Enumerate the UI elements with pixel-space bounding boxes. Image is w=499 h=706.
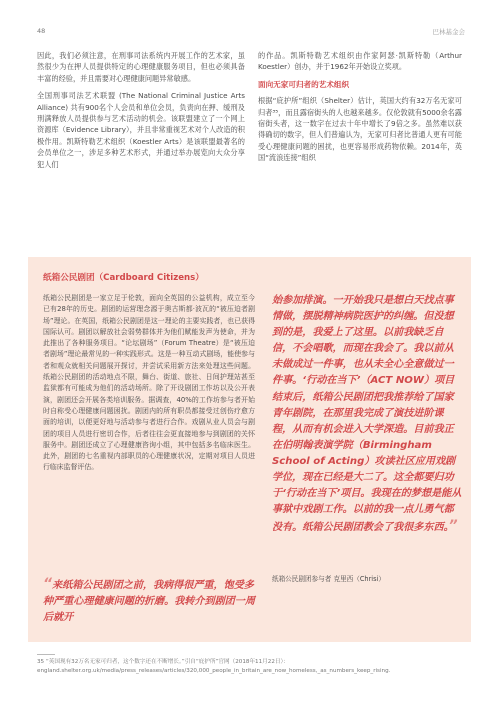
- left-paragraph-2: 全国刑事司法艺术联盟 (The National Criminal Justice Arts Alliance) 共有900名个人会员和单位会员，负责向在押、缓刑及刑满释放人员提供参与艺术活动的机会。该联盟建立了一个网上资源库（Evidence Library），并且非常重视艺术对个人改造的积极作用。凯斯特勒艺术组织（Koestler Arts）是该联盟最著名的会员单位之一，涉足多种艺术形式，并通过举办展览向大众分享犯人们: [37, 91, 245, 169]
- publisher-name: 巴林基金会: [432, 28, 465, 36]
- box-title: 纸箱公民剧团（Cardboard Citizens）: [43, 273, 204, 283]
- close-quote-icon: ”: [448, 518, 458, 535]
- pull-quote-start: [43, 576, 255, 626]
- right-column: [258, 50, 462, 170]
- left-column: [37, 50, 245, 176]
- open-quote-icon: “: [43, 576, 53, 592]
- right-paragraph-2: 根据“庇护所”组织（Shelter）估计，英国大约有32万名无家可归者³⁵，而且露宿街头的人也越来越多。仅伦敦就有5000余名露宿街头者，这一数字在过去十年中增长了9倍之多。虽然难以获得确切的数字，但人们普遍认为，无家可归者比普通人更有可能受心理健康问题的困扰，也更容易形成药物依赖。2014年，英国“流浪连接”组织: [258, 96, 462, 163]
- pull-quote: [272, 293, 462, 536]
- pull-quote-text: 始参加排演。一开始我只是想白天找点事情做，摆脱精神病院医护的纠缠。但没想到的是，我爱上了这里。以前我缺乏自信，不会唱歌，而现在我会了。我以前从未做成过一件事，也从未全心全意做过一件事。‘行动在当下’（ACT NOW）项目结束后，纸箱公民剧团把我推荐给了国家青年剧院，在那里我完成了演技进阶课程，从而有机会进入大学深造。目前我正在伯明翰表演学院（Birmingham School of Acting）攻读社区应用戏剧学位，现在已经是大二了。这全都要归功于‘行动在当下’项目。我现在的梦想是能从事狱中戏剧工作。以前的我一点儿勇气都没有。纸箱公民剧团教会了我很多东西。: [272, 295, 462, 534]
- box-body-text: 纸箱公民剧团是一家立足于伦敦，面向全英国的公益机构，成立至今已有28年的历史。剧团的运营理念源于奥古斯都·波瓦的“被压迫者剧场”理论。在英国，纸箱公民剧团是这一理论的主要实践者，也已获得国际认可。剧团以解放社会弱势群体并为他们赋能发声为使命，并为此推出了各种服务项目。“论坛剧场”（Forum Theatre）是“被压迫者剧场”理论最常见的一种实践形式。这是一种互动式剧场，能使参与者和观众就相关问题展开探讨，并尝试采用新方法来处理这些问题。纸箱公民剧团的活动地点不限，舞台、街道、旅社、日间护理站甚至监狱都有可能成为他们的活动场所。除了开设剧团工作坊以及公开表演，剧团还会开展各类培训服务。据调查，40%的工作坊参与者开始时自称受心理健康问题困扰。剧团内的所有职员都接受过创伤疗愈方面的培训，以便更好地与活动参与者进行合作。戏剧从业人员会与剧团的项目人员进行密切合作，后者往往会更直接地参与到剧团的关怀服务中。剧团还成立了心理健康咨询小组，其中包括多名临床医生。此外，剧团的七名重视内部职员的心理健康状况，定期对项目人员进行临床监督评估。: [43, 294, 255, 472]
- page-number: 48: [37, 27, 46, 35]
- quote-attribution: 纸箱公民剧团参与者 克里西（Chrisi）: [272, 575, 386, 583]
- footnote-rule: [37, 654, 55, 655]
- left-paragraph-1: 因此，我们必须注意，在刑事司法系统内开展工作的艺术家，虽然很少为在押人员提供特定的心理健康服务项目，但也必须具备丰富的经验，并且需要对心理健康问题异常敏感。: [37, 51, 245, 83]
- pull-quote-start-text: 来纸箱公民剧团之前，我病得很严重，饱受多种严重心理健康问题的折磨。我转介到剧团一周后就开: [43, 580, 255, 624]
- section-heading: 面向无家可归者的艺术组织: [258, 79, 350, 89]
- right-paragraph-1: 的作品。凯斯特勒艺术组织由作家阿瑟·凯斯特勒（Arthur Koestler）创办，并于1962年开始设立奖项。: [258, 51, 462, 72]
- footnote: 35 “英国现有32万名无家可归者，这个数字还在不断增长。”引自“庇护所”官网（2018年11月22日）：england.shelter.org.uk/media/press_releases/articles/320,000_people_in_britain_are_now_homeless,_as_numbers_keep_rising.: [37, 659, 391, 674]
- case-study-box: [28, 257, 471, 642]
